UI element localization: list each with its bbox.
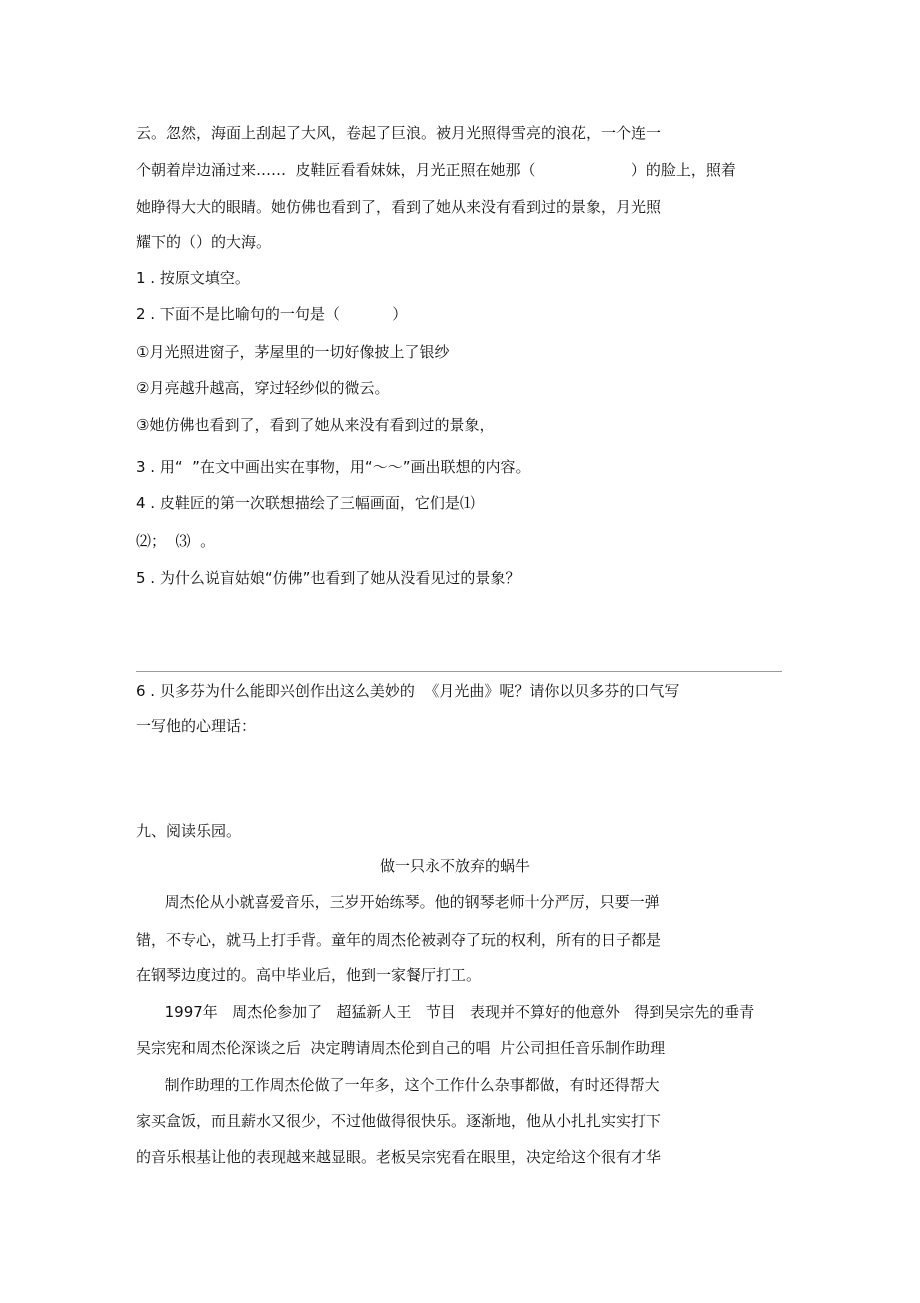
passage-line-2: 个朝着岸边涌过来…… 皮鞋匠看看妹妹，月光正照在她那（ ）的脸上，照着 xyxy=(136,161,736,179)
passage-line-1: 云。忽然，海面上刮起了大风，卷起了巨浪。被月光照得雪亮的浪花，一个连一 xyxy=(136,124,662,142)
question-1: 1 . 按原文填空。 xyxy=(136,269,250,287)
paragraph-line: 周杰伦从小就喜爱音乐，三岁开始练琴。他的钢琴老师十分严厉，只要一弹 xyxy=(136,893,660,911)
question-6-line-1: 6 . 贝多芬为什么能即兴创作出这么美妙的 《月光曲》呢？请你以贝多芬的口气写 xyxy=(136,682,680,700)
question-2-option-1: ①月光照进窗子，茅屋里的一切好像披上了银纱 xyxy=(136,343,450,361)
question-5: 5 . 为什么说盲姑娘“仿佛”也看到了她从没看见过的景象？ xyxy=(136,569,521,587)
paragraph-line: 的音乐根基让他的表现越来越显眼。老板吴宗宪看在眼里，决定给这个很有才华 xyxy=(136,1148,662,1166)
paragraph-line: 错，不专心，就马上打手背。童年的周杰伦被剥夺了玩的权利，所有的日子都是 xyxy=(136,931,662,949)
section-heading: 九、阅读乐园。 xyxy=(136,822,242,840)
question-2-option-3: ③她仿佛也看到了，看到了她从来没有看到过的景象， xyxy=(136,416,495,434)
paragraph-line: 制作助理的工作周杰伦做了一年多，这个工作什么杂事都做，有时还得帮大 xyxy=(136,1076,660,1094)
question-4-continued: ⑵； ⑶ 。 xyxy=(136,532,216,550)
paragraph-line: 在钢琴边度过的。高中毕业后，他到一家餐厅打工。 xyxy=(136,966,482,984)
question-2-option-2: ②月亮越升越高，穿过轻纱似的微云。 xyxy=(136,379,390,397)
question-4: 4 . 皮鞋匠的第一次联想描绘了三幅画面，它们是⑴ xyxy=(136,494,475,512)
paragraph-line: 吴宗宪和周杰伦深谈之后 决定聘请周杰伦到自己的唱 片公司担任音乐制作助理 xyxy=(136,1039,666,1057)
paragraph-line: 家买盒饭，而且薪水又很少，不过他做得很快乐。逐渐地，他从小扎扎实实打下 xyxy=(136,1112,662,1130)
paragraph-line: 1997年 周杰伦参加了 超猛新人王 节目 表现并不算好的他意外 得到吴宗先的垂青 xyxy=(136,1003,755,1021)
question-3: 3 . 用“ ”在文中画出实在事物，用“～～”画出联想的内容。 xyxy=(136,458,531,476)
passage-line-3: 她睁得大大的眼睛。她仿佛也看到了，看到了她从来没有看到过的景象，月光照 xyxy=(136,198,662,216)
passage-line-4: 耀下的（）的大海。 xyxy=(136,233,272,251)
answer-line xyxy=(136,671,782,672)
story-title: 做一只永不放弃的蜗牛 xyxy=(380,857,531,875)
question-2: 2 . 下面不是比喻句的一句是（ ） xyxy=(136,305,408,323)
question-6-line-2: 一写他的心理话： xyxy=(136,717,257,735)
